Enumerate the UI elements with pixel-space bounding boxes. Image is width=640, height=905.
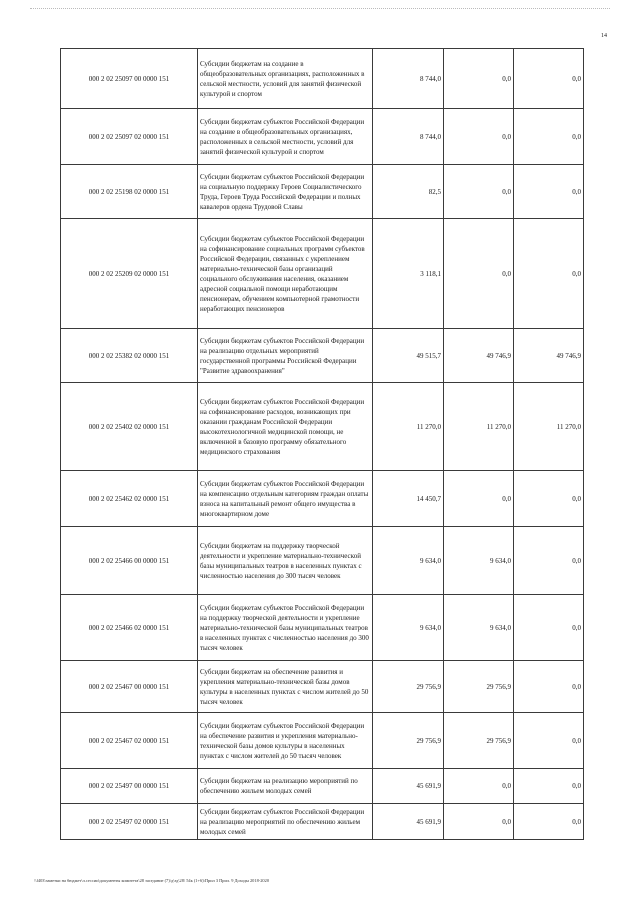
amount-year3-cell: 0,0 [514,49,584,109]
budget-code-cell: 000 2 02 25497 02 0000 151 [61,804,198,840]
amount-year1-cell: 9 634,0 [373,595,444,661]
file-path-footer: \\f403\заметки на бюджет\л.сессии\документы комитета\28 заседание (7)\д\зд\28\ 54к (1+6)\Прил 3 Прил. 9 Доходы 2018-2020 [34,878,270,883]
budget-code-cell: 000 2 02 25466 00 0000 151 [61,527,198,595]
amount-year1-cell: 45 691,9 [373,769,444,804]
table-row [61,49,584,109]
amount-year2-cell: 49 746,9 [444,329,514,383]
budget-revenue-table [60,48,584,840]
table-row [61,527,584,595]
table-row [61,661,584,713]
description-cell: Субсидии бюджетам субъектов Российской Федерации на софинансирование расходов, возникающих при оказании гражданам Российской Федерации высокотехнологичной медицинской помощи, не включенной в базовую программу обязательного медицинского страхования [198,383,373,471]
amount-year2-cell: 0,0 [444,219,514,329]
amount-year3-cell: 0,0 [514,804,584,840]
amount-year3-cell: 49 746,9 [514,329,584,383]
budget-code-cell: 000 2 02 25467 00 0000 151 [61,661,198,713]
amount-year2-cell: 0,0 [444,769,514,804]
table-row [61,219,584,329]
amount-year2-cell: 29 756,9 [444,661,514,713]
description-cell: Субсидии бюджетам на поддержку творческой деятельности и укрепление материально-технической базы муниципальных театров в населенных пунктах с численностью населения до 300 тысяч человек [198,527,373,595]
table-row [61,383,584,471]
amount-year2-cell: 29 756,9 [444,713,514,769]
description-cell: Субсидии бюджетам субъектов Российской Федерации на поддержку творческой деятельности и укрепление материально-технической базы муниципальных театров в населенных пунктах с численностью населения до 300 тысяч человек [198,595,373,661]
table-row [61,329,584,383]
amount-year2-cell: 0,0 [444,471,514,527]
amount-year1-cell: 49 515,7 [373,329,444,383]
budget-code-cell: 000 2 02 25402 02 0000 151 [61,383,198,471]
budget-code-cell: 000 2 02 25198 02 0000 151 [61,165,198,219]
amount-year3-cell: 0,0 [514,165,584,219]
description-cell: Субсидии бюджетам субъектов Российской Федерации на компенсацию отдельным категориям граждан оплаты взноса на капитальный ремонт общего имущества в многоквартирном доме [198,471,373,527]
description-cell: Субсидии бюджетам субъектов Российской Федерации на реализацию отдельных мероприятий государственной программы Российской Федерации "Развитие здравоохранения" [198,329,373,383]
amount-year3-cell: 0,0 [514,595,584,661]
amount-year1-cell: 3 118,1 [373,219,444,329]
amount-year1-cell: 45 691,9 [373,804,444,840]
budget-code-cell: 000 2 02 25097 00 0000 151 [61,49,198,109]
description-cell: Субсидии бюджетам на обеспечение развития и укрепления материально-технической базы домов культуры в населенных пунктах с числом жителей до 50 тысяч человек [198,661,373,713]
amount-year3-cell: 0,0 [514,661,584,713]
amount-year2-cell: 0,0 [444,804,514,840]
amount-year2-cell: 0,0 [444,165,514,219]
amount-year3-cell: 0,0 [514,527,584,595]
description-cell: Субсидии бюджетам субъектов Российской Федерации на софинансирование социальных программ субъектов Российской Федерации, связанных с укреплением материально-технической базы организаций социального обслуживания населения, оказанием адресной социальной помощи неработающим пенсионерам, обучением компьютерной грамотности неработающих пенсионеров [198,219,373,329]
budget-code-cell: 000 2 02 25467 02 0000 151 [61,713,198,769]
budget-code-cell: 000 2 02 25462 02 0000 151 [61,471,198,527]
amount-year3-cell: 11 270,0 [514,383,584,471]
table-row [61,713,584,769]
amount-year1-cell: 11 270,0 [373,383,444,471]
description-cell: Субсидии бюджетам субъектов Российской Федерации на создание в общеобразовательных организациях, расположенных в сельской местности, условий для занятий физической культурой и спортом [198,109,373,165]
table-row [61,471,584,527]
amount-year1-cell: 29 756,9 [373,661,444,713]
amount-year3-cell: 0,0 [514,109,584,165]
description-cell: Субсидии бюджетам на реализацию мероприятий по обеспечению жильем молодых семей [198,769,373,804]
amount-year1-cell: 82,5 [373,165,444,219]
amount-year1-cell: 8 744,0 [373,109,444,165]
amount-year3-cell: 0,0 [514,769,584,804]
description-cell: Субсидии бюджетам на создание в общеобразовательных организациях, расположенных в сельской местности, условий для занятий физической культурой и спортом [198,49,373,109]
table-row [61,595,584,661]
amount-year1-cell: 29 756,9 [373,713,444,769]
amount-year1-cell: 8 744,0 [373,49,444,109]
amount-year3-cell: 0,0 [514,713,584,769]
description-cell: Субсидии бюджетам субъектов Российской Федерации на социальную поддержку Героев Социалистического Труда, Героев Труда Российской Федерации и полных кавалеров ордена Трудовой Славы [198,165,373,219]
table-row [61,165,584,219]
amount-year1-cell: 9 634,0 [373,527,444,595]
description-cell: Субсидии бюджетам субъектов Российской Федерации на реализацию мероприятий по обеспечению жильем молодых семей [198,804,373,840]
table-row [61,804,584,840]
table-row [61,109,584,165]
description-cell: Субсидии бюджетам субъектов Российской Федерации на обеспечение развития и укрепления материально-технической базы домов культуры в населенных пунктах с числом жителей до 50 тысяч человек [198,713,373,769]
amount-year2-cell: 0,0 [444,49,514,109]
amount-year2-cell: 11 270,0 [444,383,514,471]
budget-code-cell: 000 2 02 25097 02 0000 151 [61,109,198,165]
amount-year3-cell: 0,0 [514,219,584,329]
amount-year3-cell: 0,0 [514,471,584,527]
page-number: 14 [601,33,607,39]
amount-year1-cell: 14 450,7 [373,471,444,527]
amount-year2-cell: 9 634,0 [444,595,514,661]
top-dotted-rule [30,8,610,10]
budget-code-cell: 000 2 02 25497 00 0000 151 [61,769,198,804]
amount-year2-cell: 0,0 [444,109,514,165]
budget-code-cell: 000 2 02 25382 02 0000 151 [61,329,198,383]
table-row [61,769,584,804]
budget-code-cell: 000 2 02 25466 02 0000 151 [61,595,198,661]
amount-year2-cell: 9 634,0 [444,527,514,595]
budget-code-cell: 000 2 02 25209 02 0000 151 [61,219,198,329]
